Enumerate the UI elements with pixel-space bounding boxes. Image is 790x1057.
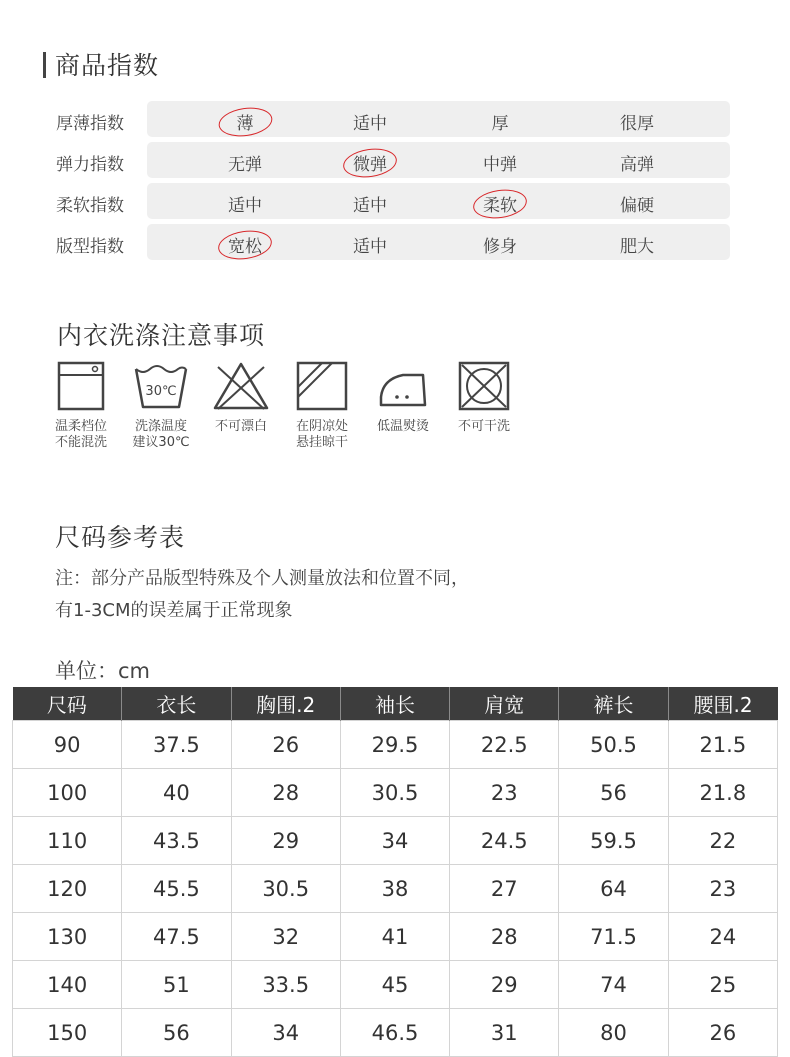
size-chart-header-row — [13, 687, 778, 721]
index-row-label: 版型指数 — [56, 237, 124, 257]
index-option — [620, 109, 654, 134]
table-cell: 47.5 — [122, 913, 231, 961]
table-cell: 37.5 — [122, 721, 231, 769]
table-cell: 28 — [231, 769, 340, 817]
size-column-header: 肩宽 — [450, 687, 559, 721]
table-row — [13, 961, 778, 1009]
table-row — [13, 913, 778, 961]
index-row-label: 柔软指数 — [56, 196, 124, 216]
index-option — [228, 150, 262, 175]
table-cell: 34 — [231, 1009, 340, 1057]
care-item-low-iron — [363, 361, 443, 435]
table-cell: 28 — [450, 913, 559, 961]
care-item-wash-temp — [121, 361, 201, 451]
table-cell: 40 — [122, 769, 231, 817]
index-option-label: 厚 — [491, 114, 509, 134]
table-cell: 45.5 — [122, 865, 231, 913]
index-option — [353, 191, 387, 216]
index-row — [0, 101, 790, 137]
care-label: 温柔档位 不能混洗 — [54, 419, 107, 450]
table-cell: 29 — [450, 961, 559, 1009]
index-option-selected — [483, 191, 517, 216]
table-cell: 33.5 — [231, 961, 340, 1009]
table-cell: 64 — [559, 865, 668, 913]
size-column-header: 衣长 — [122, 687, 231, 721]
index-option — [483, 150, 517, 175]
table-cell: 34 — [340, 817, 449, 865]
size-column-header: 裤长 — [559, 687, 668, 721]
size-note-line-1: 注：部分产品版型特殊及个人测量放法和位置不同， — [55, 568, 469, 589]
care-label: 在阴凉处 悬挂晾干 — [295, 419, 348, 450]
section-title-bar — [43, 52, 46, 78]
index-option — [620, 150, 654, 175]
index-option — [353, 109, 387, 134]
care-item-gentle-wash — [41, 361, 121, 451]
index-row-label: 厚薄指数 — [56, 114, 124, 134]
table-cell: 24.5 — [450, 817, 559, 865]
index-row — [0, 224, 790, 260]
table-cell: 23 — [450, 769, 559, 817]
table-cell: 24 — [668, 913, 777, 961]
table-cell: 45 — [340, 961, 449, 1009]
low-iron-icon — [377, 361, 429, 411]
table-cell: 59.5 — [559, 817, 668, 865]
table-cell: 25 — [668, 961, 777, 1009]
size-column-header: 袖长 — [340, 687, 449, 721]
care-item-no-dry-clean — [444, 361, 524, 435]
index-option-label: 宽松 — [228, 237, 262, 257]
care-label: 不可干洗 — [457, 419, 510, 434]
care-item-shade-dry — [282, 361, 362, 451]
index-option-label: 适中 — [353, 114, 387, 134]
table-cell: 27 — [450, 865, 559, 913]
table-cell: 140 — [13, 961, 122, 1009]
size-column-header: 胸围.2 — [231, 687, 340, 721]
do-not-tumble-dry-icon — [458, 361, 510, 411]
table-cell: 23 — [668, 865, 777, 913]
table-cell: 46.5 — [340, 1009, 449, 1057]
table-cell: 56 — [559, 769, 668, 817]
index-option-label: 适中 — [353, 196, 387, 216]
index-option-label: 无弹 — [228, 155, 262, 175]
table-row — [13, 865, 778, 913]
index-option-label: 微弹 — [353, 155, 387, 175]
table-cell: 31 — [450, 1009, 559, 1057]
table-cell: 71.5 — [559, 913, 668, 961]
table-cell: 21.8 — [668, 769, 777, 817]
size-chart-body — [13, 721, 778, 1057]
index-option-selected — [228, 232, 262, 257]
size-chart-table — [12, 687, 778, 1057]
index-option-label: 薄 — [236, 114, 254, 134]
index-option — [228, 191, 262, 216]
care-label: 低温熨烫 — [376, 419, 429, 434]
table-row — [13, 817, 778, 865]
index-row — [0, 142, 790, 178]
table-cell: 30.5 — [231, 865, 340, 913]
table-cell: 50.5 — [559, 721, 668, 769]
table-cell: 150 — [13, 1009, 122, 1057]
care-label: 洗涤温度 建议30℃ — [132, 419, 190, 450]
size-note-line-2: 有1-3CM的误差属于正常现象 — [55, 600, 293, 621]
care-item-no-bleach — [201, 361, 281, 435]
table-cell: 110 — [13, 817, 122, 865]
index-option — [492, 109, 509, 134]
index-option — [353, 232, 387, 257]
table-row — [13, 769, 778, 817]
size-unit: 单位：cm — [55, 659, 151, 683]
index-row-label: 弹力指数 — [56, 155, 124, 175]
index-option — [483, 232, 517, 257]
size-section-title: 尺码参考表 — [55, 523, 186, 552]
table-cell: 100 — [13, 769, 122, 817]
table-cell: 29 — [231, 817, 340, 865]
table-cell: 38 — [340, 865, 449, 913]
index-option — [620, 232, 654, 257]
index-option-label: 中弹 — [483, 155, 517, 175]
table-cell: 30.5 — [340, 769, 449, 817]
index-option-label: 适中 — [353, 237, 387, 257]
index-option-label: 修身 — [483, 237, 517, 257]
table-row — [13, 721, 778, 769]
index-section-title: 商品指数 — [55, 51, 160, 80]
index-option-selected — [237, 109, 254, 134]
table-cell: 43.5 — [122, 817, 231, 865]
table-cell: 22 — [668, 817, 777, 865]
table-cell: 29.5 — [340, 721, 449, 769]
care-section-title: 内衣洗涤注意事项 — [57, 321, 266, 350]
table-cell: 41 — [340, 913, 449, 961]
size-column-header: 尺码 — [13, 687, 122, 721]
table-cell: 21.5 — [668, 721, 777, 769]
table-cell: 130 — [13, 913, 122, 961]
table-cell: 26 — [231, 721, 340, 769]
index-option-label: 柔软 — [483, 196, 517, 216]
table-cell: 22.5 — [450, 721, 559, 769]
index-option-label: 肥大 — [620, 237, 654, 257]
table-cell: 120 — [13, 865, 122, 913]
index-option-selected — [353, 150, 387, 175]
table-cell: 51 — [122, 961, 231, 1009]
table-cell: 80 — [559, 1009, 668, 1057]
index-option — [620, 191, 654, 216]
index-option-label: 高弹 — [620, 155, 654, 175]
table-row — [13, 1009, 778, 1057]
table-cell: 32 — [231, 913, 340, 961]
index-row — [0, 183, 790, 219]
table-cell: 56 — [122, 1009, 231, 1057]
size-column-header: 腰围.2 — [668, 687, 777, 721]
gentle-machine-wash-icon — [57, 361, 105, 411]
index-option-label: 很厚 — [620, 114, 654, 134]
index-option-label: 适中 — [228, 196, 262, 216]
table-cell: 74 — [559, 961, 668, 1009]
wash-30c-icon — [133, 361, 189, 411]
shade-dry-icon — [296, 361, 348, 411]
table-cell: 90 — [13, 721, 122, 769]
table-cell: 26 — [668, 1009, 777, 1057]
do-not-bleach-icon — [212, 361, 270, 411]
care-label: 不可漂白 — [214, 419, 267, 434]
wash-temp-text: 30℃ — [145, 384, 177, 399]
index-option-label: 偏硬 — [620, 196, 654, 216]
